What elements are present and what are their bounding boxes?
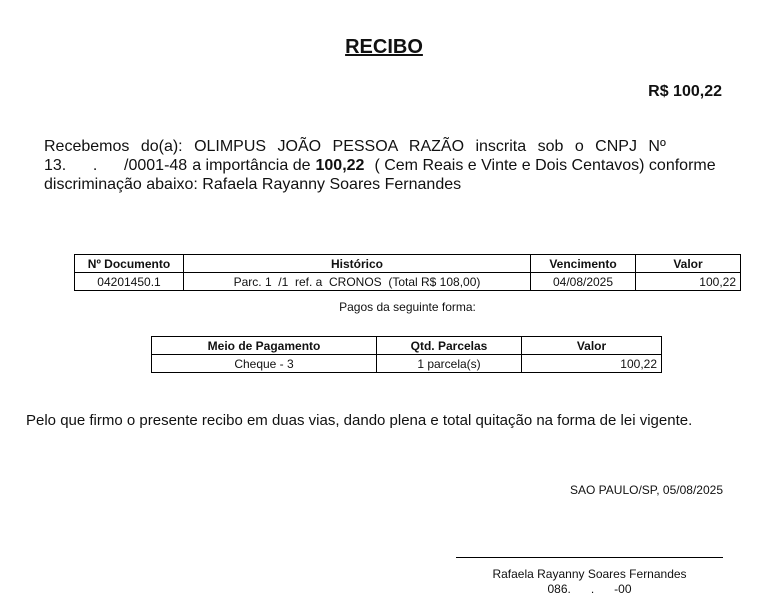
receipt-amount: R$ 100,22 xyxy=(648,83,722,100)
header-due-date: Vencimento xyxy=(531,255,636,273)
history-cell: Parc. 1 /1 ref. a CRONOS (Total R$ 108,00) xyxy=(184,273,531,291)
cnpj-value: 13. . /0001-48 xyxy=(44,157,188,174)
amount-value: 100,22 xyxy=(315,157,365,174)
signature-block xyxy=(456,567,723,597)
payment-method-cell: Cheque - 3 xyxy=(152,355,377,373)
header-payment-method: Meio de Pagamento xyxy=(152,337,377,355)
payment-header-row xyxy=(152,337,662,355)
value-cell: 100,22 xyxy=(636,273,741,291)
signer-document: 086. . -00 xyxy=(547,582,632,596)
place-date: SAO PAULO/SP, 05/08/2025 xyxy=(570,483,723,497)
amount-words: ( Cem Reais e Vinte e Dois Centavos) conforme xyxy=(374,157,716,174)
payment-intro: Pagos da seguinte forma: xyxy=(339,300,476,314)
receipt-title: RECIBO xyxy=(345,36,423,58)
header-value: Valor xyxy=(636,255,741,273)
signer-name: Rafaela Rayanny Soares Fernandes xyxy=(492,567,687,581)
amount-line xyxy=(44,156,723,175)
received-from-line xyxy=(44,137,723,156)
closing-statement: Pelo que firmo o presente recibo em duas vias, dando plena e total quitação na forma de lei vigente. xyxy=(26,412,693,429)
header-history: Histórico xyxy=(184,255,531,273)
receipt-body xyxy=(44,137,723,194)
installments-cell: 1 parcela(s) xyxy=(377,355,522,373)
due-date-cell: 04/08/2025 xyxy=(531,273,636,291)
table-row xyxy=(152,355,662,373)
payment-table xyxy=(151,336,662,373)
received-from-text: Recebemos do(a): OLIMPUS JOÃO PESSOA RAZÃO inscrita sob o CNPJ Nº xyxy=(44,138,666,155)
doc-number-cell: 04201450.1 xyxy=(75,273,184,291)
documents-table xyxy=(74,254,741,291)
table-row xyxy=(75,273,741,291)
importance-prefix: a importância de xyxy=(192,157,311,174)
signature-line xyxy=(456,557,723,558)
documents-header-row xyxy=(75,255,741,273)
header-payment-value: Valor xyxy=(522,337,662,355)
discrimination-line: discriminação abaixo: Rafaela Rayanny Soares Fernandes xyxy=(44,176,462,193)
payment-value-cell: 100,22 xyxy=(522,355,662,373)
header-doc-number: Nº Documento xyxy=(75,255,184,273)
header-installments: Qtd. Parcelas xyxy=(377,337,522,355)
